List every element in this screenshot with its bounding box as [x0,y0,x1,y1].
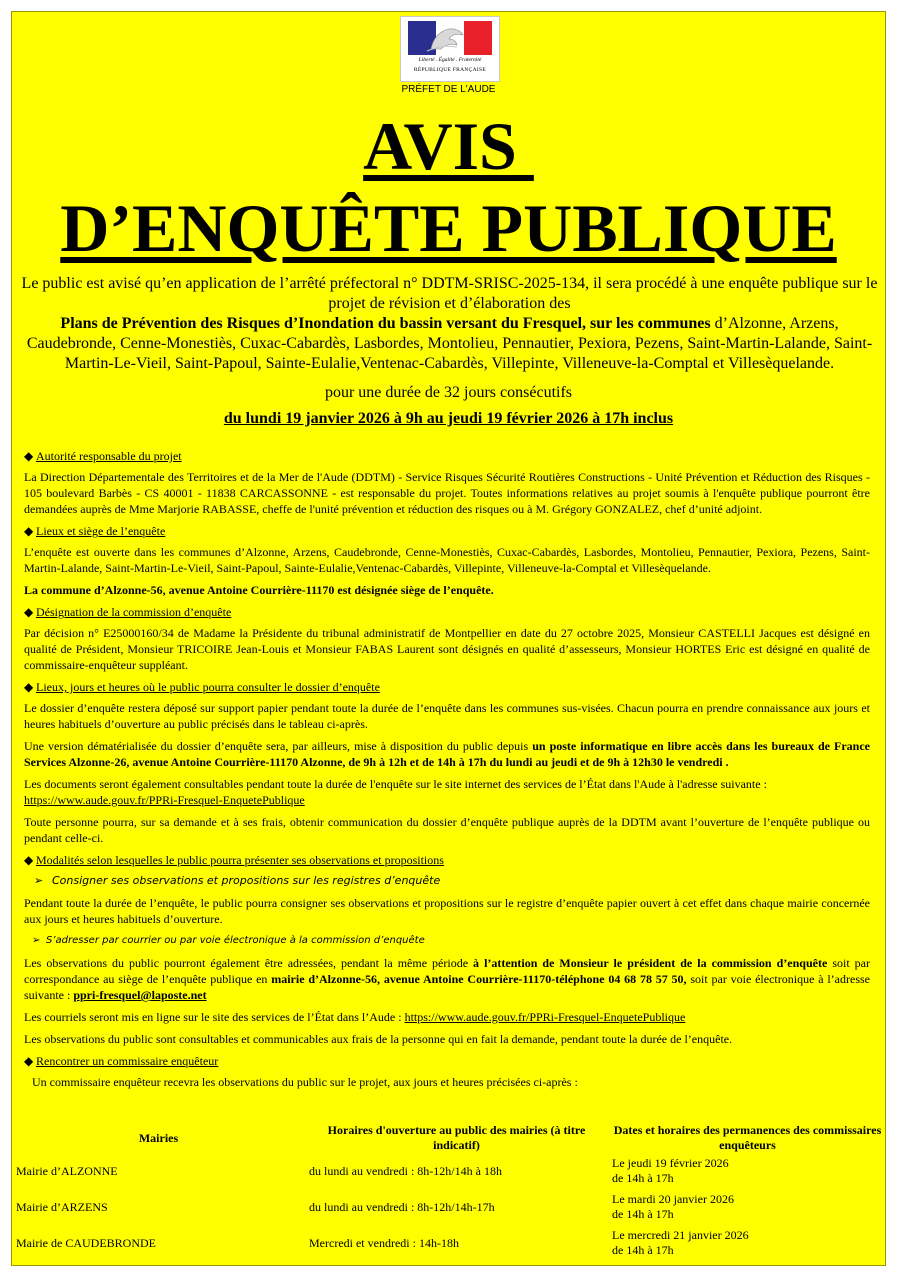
modalites-text-2c: soit par correspondance au siège de l’enquête publique en [24,956,870,986]
subsection-title: Consigner ses observations et propositions sur les registres d’enquête [52,874,441,887]
section-lieux [24,523,870,539]
permanence-hours: de 14h à 17h [612,1171,674,1185]
table-row [12,1153,886,1189]
section-modalites [24,852,870,868]
permanence-date: Le mardi 20 janvier 2026 [612,1192,734,1206]
arrow-bullet-icon: ➢ [32,935,41,946]
section-title: Rencontrer un commissaire enquêteur [36,1054,219,1068]
section-title: Lieux et siège de l’enquête [36,524,166,538]
diamond-bullet-icon: ◆ [24,449,34,463]
permanences-table [12,1123,886,1261]
diamond-bullet-icon: ◆ [24,524,34,538]
horaires-cell: du lundi au vendredi : 8h-12h/14h à 18h [309,1163,502,1178]
commission-text: Par décision n° E25000160/34 de Madame la Présidente du tribunal administratif de Montpellier en date du 27 octobre 2025, Monsieur CASTELLI Jacques est désigné en qualité de Président, Monsieur TRICOIRE Jean-Louis et Monsieur FABAS Laurent sont désignés en qualité d’assesseurs, Monsieur HORTES Eric est désigné en qualité de commissaire-enquêteur suppléant. [24,626,870,672]
consult-text-2 [24,738,870,770]
column-header-mairies: Mairies [138,1131,179,1145]
intro-communes: d’Alzonne, Arzens, Caudebronde, Cenne-Monestiès, Cuxac-Cabardès, Lasbordes, Montolieu, Pennautier, Pexiora, Pezens, Saint-Martin-Lalande, Saint-Martin-Le-Vieil, Saint-Papoul, Sainte-Eulalie,Ventenac-Cabardès, Villepinte, Villeneuve-la-Comptal et Villesèquelande. [26,315,873,372]
consult-text-4: Toute personne pourra, sur sa demande et à ses frais, obtenir communication du dossier d’enquête publique auprès de la DDTM avant l’ouverture de l’enquête publique ou pendant celle-ci. [24,815,870,845]
consult-text-2a: Une version dématérialisée du dossier d’enquête sera, par ailleurs, mise à disposition du public depuis [24,739,533,753]
consult-link[interactable]: https://www.aude.gouv.fr/PPRi-Fresquel-EnquetePublique [24,793,305,807]
section-rencontre [24,1053,870,1069]
modalites-text-1: Pendant toute la durée de l’enquête, le public pourra consigner ses observations et propositions sur le registre d’enquête papier ouvert à cet effet dans chaque mairie concernée aux jours et heures habituels d’ouverture. [24,896,870,926]
title-enquete-publique: D’ENQUÊTE PUBLIQUE [60,190,837,266]
permanence-hours: de 14h à 17h [612,1243,674,1257]
mairie-cell: Mairie de CAUDEBRONDE [16,1235,156,1250]
modalites-link[interactable]: https://www.aude.gouv.fr/PPRi-Fresquel-EnquetePublique [404,1010,686,1024]
section-autorite [24,448,870,464]
republic-logo [400,16,500,82]
section-title: Lieux, jours et heures où le public pourra consulter le dossier d’enquête [36,680,380,694]
column-header-horaires: Horaires d'ouverture au public des mairies (à titre indicatif) [327,1123,586,1152]
arrow-bullet-icon: ➢ [34,874,44,887]
consult-text-1: Le dossier d’enquête restera déposé sur support papier pendant toute la durée de l’enquête dans les communes sus-visées. Chacun pourra en prendre connaissance aux jours et heures habituels d’ouverture au public précisés dans le tableau ci-après. [24,701,870,731]
notice-body [24,442,870,1096]
intro-paragraph [16,274,883,374]
permanence-cell [608,1225,886,1261]
modalites-text-2d: mairie d’Alzonne-56, avenue Antoine Courrière-11170-téléphone 04 68 78 57 50, [271,972,687,986]
horaires-cell: Mercredi et vendredi : 14h-18h [309,1235,459,1250]
diamond-bullet-icon: ◆ [24,605,34,619]
dates-text: du lundi 19 janvier 2026 à 9h au jeudi 19 février 2026 à 17h inclus [223,410,674,427]
prefect-label: PRÉFET DE L'AUDE [401,84,496,95]
permanence-cell [608,1153,886,1189]
mairie-cell: Mairie d’ALZONNE [16,1163,118,1178]
table-header-row [12,1123,886,1153]
diamond-bullet-icon: ◆ [24,853,34,867]
mairie-cell: Mairie d’ARZENS [16,1199,108,1214]
diamond-bullet-icon: ◆ [24,1054,34,1068]
email-link[interactable]: ppri-fresquel@laposte.net [73,988,207,1002]
section-title: Modalités selon lesquelles le public pourra présenter ses observations et propositions [36,853,444,867]
section-title: Autorité responsable du projet [36,449,182,463]
horaires-cell: du lundi au vendredi : 8h-12h/14h-17h [309,1199,495,1214]
intro-text: Le public est avisé qu’en application de l’arrêté préfectoral n° DDTM-SRISC-2025-134, il sera procédé à une enquête publique sur le projet de révision et d’élaboration des [21,275,878,312]
permanence-cell [608,1189,886,1225]
republic-motto: Liberté . Égalité . Fraternité [418,57,482,63]
permanence-date: Le mercredi 21 janvier 2026 [612,1228,749,1242]
title-avis: AVIS [363,108,534,184]
siege-text: La commune d’Alzonne-56, avenue Antoine Courrière-11170 est désignée siège de l’enquête. [24,583,494,597]
rencontre-text: Un commissaire enquêteur recevra les observations du public sur le projet, aux jours et heures précisées ci-après : [32,1075,578,1089]
permanence-date: Le jeudi 19 février 2026 [612,1156,729,1170]
table-row [12,1225,886,1261]
modalites-text-2e: soit par voie électronique à l’adresse suivante : [24,972,870,1002]
modalites-text-3 [24,1009,870,1025]
section-title: Désignation de la commission d’enquête [36,605,232,619]
duration-text: pour une durée de 32 jours consécutifs [324,384,573,401]
modalites-text-2a: Les observations du public pourront également être adressées, pendant la même période [24,956,474,970]
modalites-text-4: Les observations du public sont consultables et communicables aux frais de la personne qui en fait la demande, pendant toute la durée de l’enquête. [24,1032,733,1046]
intro-plans: Plans de Prévention des Risques d’Inondation du bassin versant du Fresquel, sur les communes [60,315,711,332]
section-consultation [24,679,870,695]
marianne-icon [423,23,469,53]
republic-name: RÉPUBLIQUE FRANÇAISE [413,67,487,73]
consult-text-3 [24,776,870,808]
column-header-permanences: Dates et horaires des permanences des commissaires enquêteurs [613,1123,882,1152]
permanence-hours: de 14h à 17h [612,1207,674,1221]
subsection-registres [34,873,870,889]
modalites-text-3a: Les courriels seront mis en ligne sur le site des services de l’État dans l’Aude : [24,1010,405,1024]
autorite-text: La Direction Départementale des Territoires et de la Mer de l'Aude (DDTM) - Service Risques Sécurité Routières Constructions - Unité Prévention et Réduction des Risques - 105 boulevard Barbès - CS 40001 - 11838 CARCASSONNE - est responsable du projet. Toutes informations relatives au projet soumis à l'enquête publique pourront être demandées auprès de Mme Marjorie RABASSE, cheffe de l'unité prévention et réduction des risques ou à M. Grégory GONZALEZ, chef d’unité adjoint. [24,470,870,516]
diamond-bullet-icon: ◆ [24,680,34,694]
notice-poster [11,11,886,1266]
subsection-courrier [32,933,870,949]
subsection-title: S’adresser par courrier ou par voie électronique à la commission d’enquête [46,935,425,946]
lieux-text: L’enquête est ouverte dans les communes d’Alzonne, Arzens, Caudebronde, Cenne-Monestiès, Cuxac-Cabardès, Lasbordes, Montolieu, Pennautier, Pexiora, Pezens, Saint-Martin-Lalande, Saint-Martin-Le-Vieil, Saint-Papoul, Sainte-Eulalie,Ventenac-Cabardès, Villepinte, Villeneuve-la-Comptal et Villesèquelande. [24,545,870,575]
section-commission [24,604,870,620]
consult-text-2b: un poste informatique en libre accès dans les bureaux de France Services Alzonne-26, avenue Antoine Courrière-11170 Alzonne, de 9h à 12h et de 14h à 17h du lundi au jeudi et de 9h à 12h30 le vendredi . [24,739,871,769]
modalites-text-2b: à l’attention de Monsieur le président de la commission d’enquête [473,956,828,970]
modalites-text-2 [24,955,870,1003]
table-row [12,1189,886,1225]
consult-text-3a: Les documents seront également consultables pendant toute la durée de l'enquête sur le site internet des services de l’État dans l'Aude à l'adresse suivante : [24,777,767,791]
